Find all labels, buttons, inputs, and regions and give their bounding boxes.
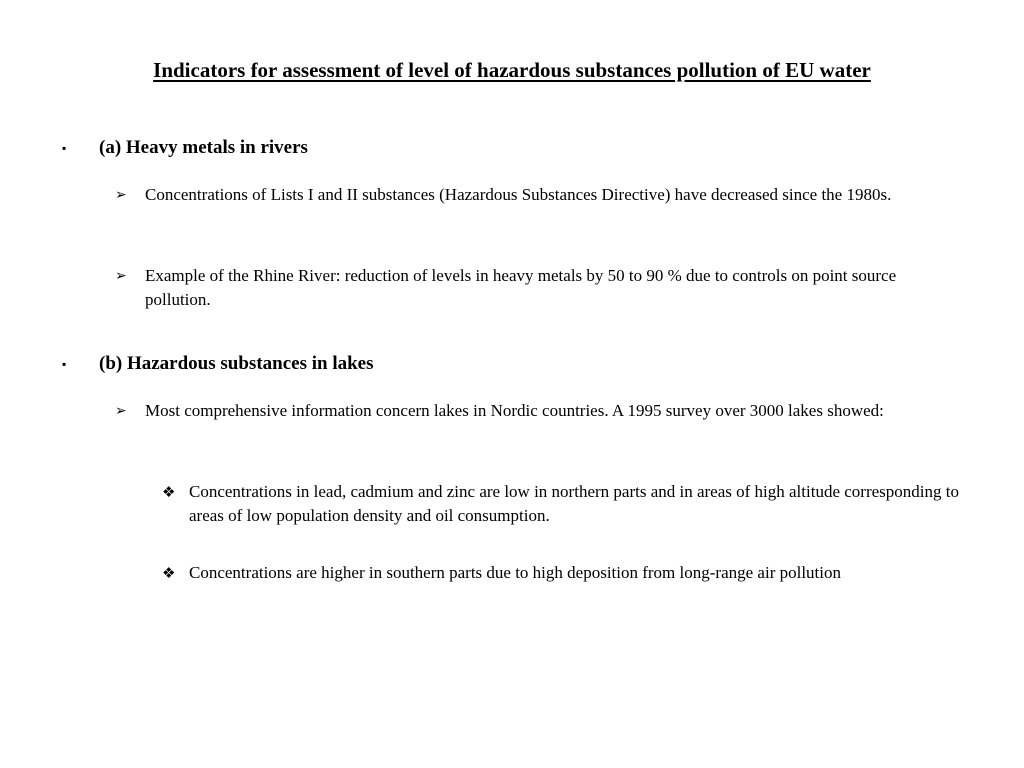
diamond-bullet-icon: ❖ — [162, 564, 176, 582]
arrow-bullet-icon: ➢ — [115, 268, 127, 284]
arrow-bullet-icon: ➢ — [115, 403, 127, 419]
list-item — [115, 399, 945, 423]
square-bullet-icon: ▪ — [62, 141, 67, 155]
sub-list-item-text: Concentrations are higher in southern parts due to high deposition from long-range air pollution — [189, 563, 841, 582]
slide-title: Indicators for assessment of level of hazardous substances pollution of EU water — [153, 58, 871, 82]
section-heading-label: (b) Hazardous substances in lakes — [99, 353, 374, 374]
sub-list-item-text: Concentrations in lead, cadmium and zinc are low in northern parts and in areas of high altitude corresponding to areas of low population density and oil consumption. — [189, 482, 959, 525]
list-item — [115, 264, 945, 312]
list-item-text: Example of the Rhine River: reduction of levels in heavy metals by 50 to 90 % due to controls on point source pollution. — [145, 266, 897, 309]
arrow-bullet-icon: ➢ — [115, 187, 127, 203]
list-item-text: Most comprehensive information concern lakes in Nordic countries. A 1995 survey over 3000 lakes showed: — [145, 401, 884, 420]
list-item-text: Concentrations of Lists I and II substances (Hazardous Substances Directive) have decreased since the 1980s. — [145, 185, 892, 204]
sub-list-item — [162, 480, 962, 528]
square-bullet-icon: ▪ — [62, 357, 67, 371]
sub-list-item — [162, 561, 962, 585]
section-heading-label: (a) Heavy metals in rivers — [99, 137, 308, 158]
list-item — [115, 183, 945, 207]
diamond-bullet-icon: ❖ — [162, 483, 176, 501]
